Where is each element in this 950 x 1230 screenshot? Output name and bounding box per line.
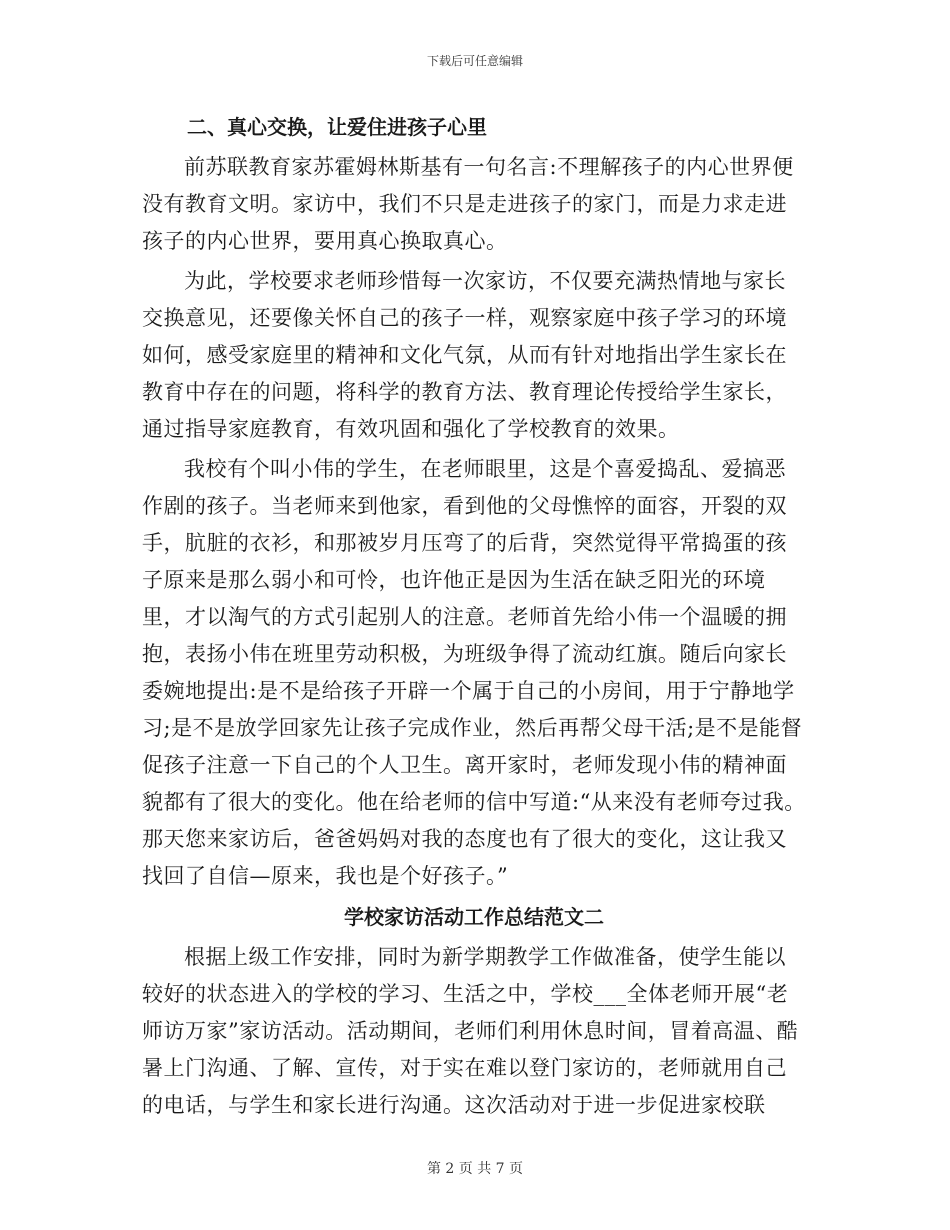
paragraph: 前苏联教育家苏霍姆林斯基有一句名言:不理解孩子的内心世界便没有教育文明。家访中，我们不只是走进孩子的家门，而是力求走进孩子的内心世界，要用真心换取真心。 <box>142 155 794 253</box>
paragraph: 根据上级工作安排，同时为新学期教学工作做准备，使学生能以较好的状态进入的学校的学习、生活之中，学校___全体老师开展“老师访万家”家访活动。活动期间，老师们利用休息时间，冒着高温、酷暑上门沟通、了解、宣传，对于实在难以登门家访的，老师就用自己的电话，与学生和家长进行沟通。这次活动对于进一步促进家校联 <box>142 945 799 1117</box>
page-header: 下载后可任意编辑 <box>426 54 523 68</box>
page-footer: 第 2 页 共 7 页 <box>426 1161 524 1177</box>
document-body <box>142 108 806 1127</box>
section-heading: 二、真心交换，让爱住进孩子心里 <box>187 115 487 139</box>
document-title: 学校家访活动工作总结范文二 <box>344 905 604 929</box>
paragraph: 我校有个叫小伟的学生，在老师眼里，这是个喜爱捣乱、爱搞恶作剧的孩子。当老师来到他家，看到他的父母憔悴的面容，开裂的双手，肮脏的衣衫，和那被岁月压弯了的后背，突然觉得平常捣蛋的孩子原来是那么弱小和可怜，也许他正是因为生活在缺乏阳光的环境里，才以淘气的方式引起别人的注意。老师首先给小伟一个温暖的拥抱，表扬小伟在班里劳动积极，为班级争得了流动红旗。随后向家长委婉地提出:是不是给孩子开辟一个属于自己的小房间，用于宁静地学习;是不是放学回家先让孩子完成作业，然后再帮父母干活;是不是能督促孩子注意一下自己的个人卫生。离开家时，老师发现小伟的精神面貌都有了很大的变化。他在给老师的信中写道:“从来没有老师夸过我。那天您来家访后，爸爸妈妈对我的态度也有了很大的变化，这让我又找回了自信—原来，我也是个好孩子。” <box>142 457 806 888</box>
paragraph: 为此，学校要求老师珍惜每一次家访，不仅要充满热情地与家长交换意见，还要像关怀自己的孩子一样，观察家庭中孩子学习的环境如何，感受家庭里的精神和文化气氛，从而有针对地指出学生家长在教育中存在的问题，将科学的教育方法、教育理论传授给学生家长，通过指导家庭教育，有效巩固和强化了学校教育的效果。 <box>142 269 787 441</box>
